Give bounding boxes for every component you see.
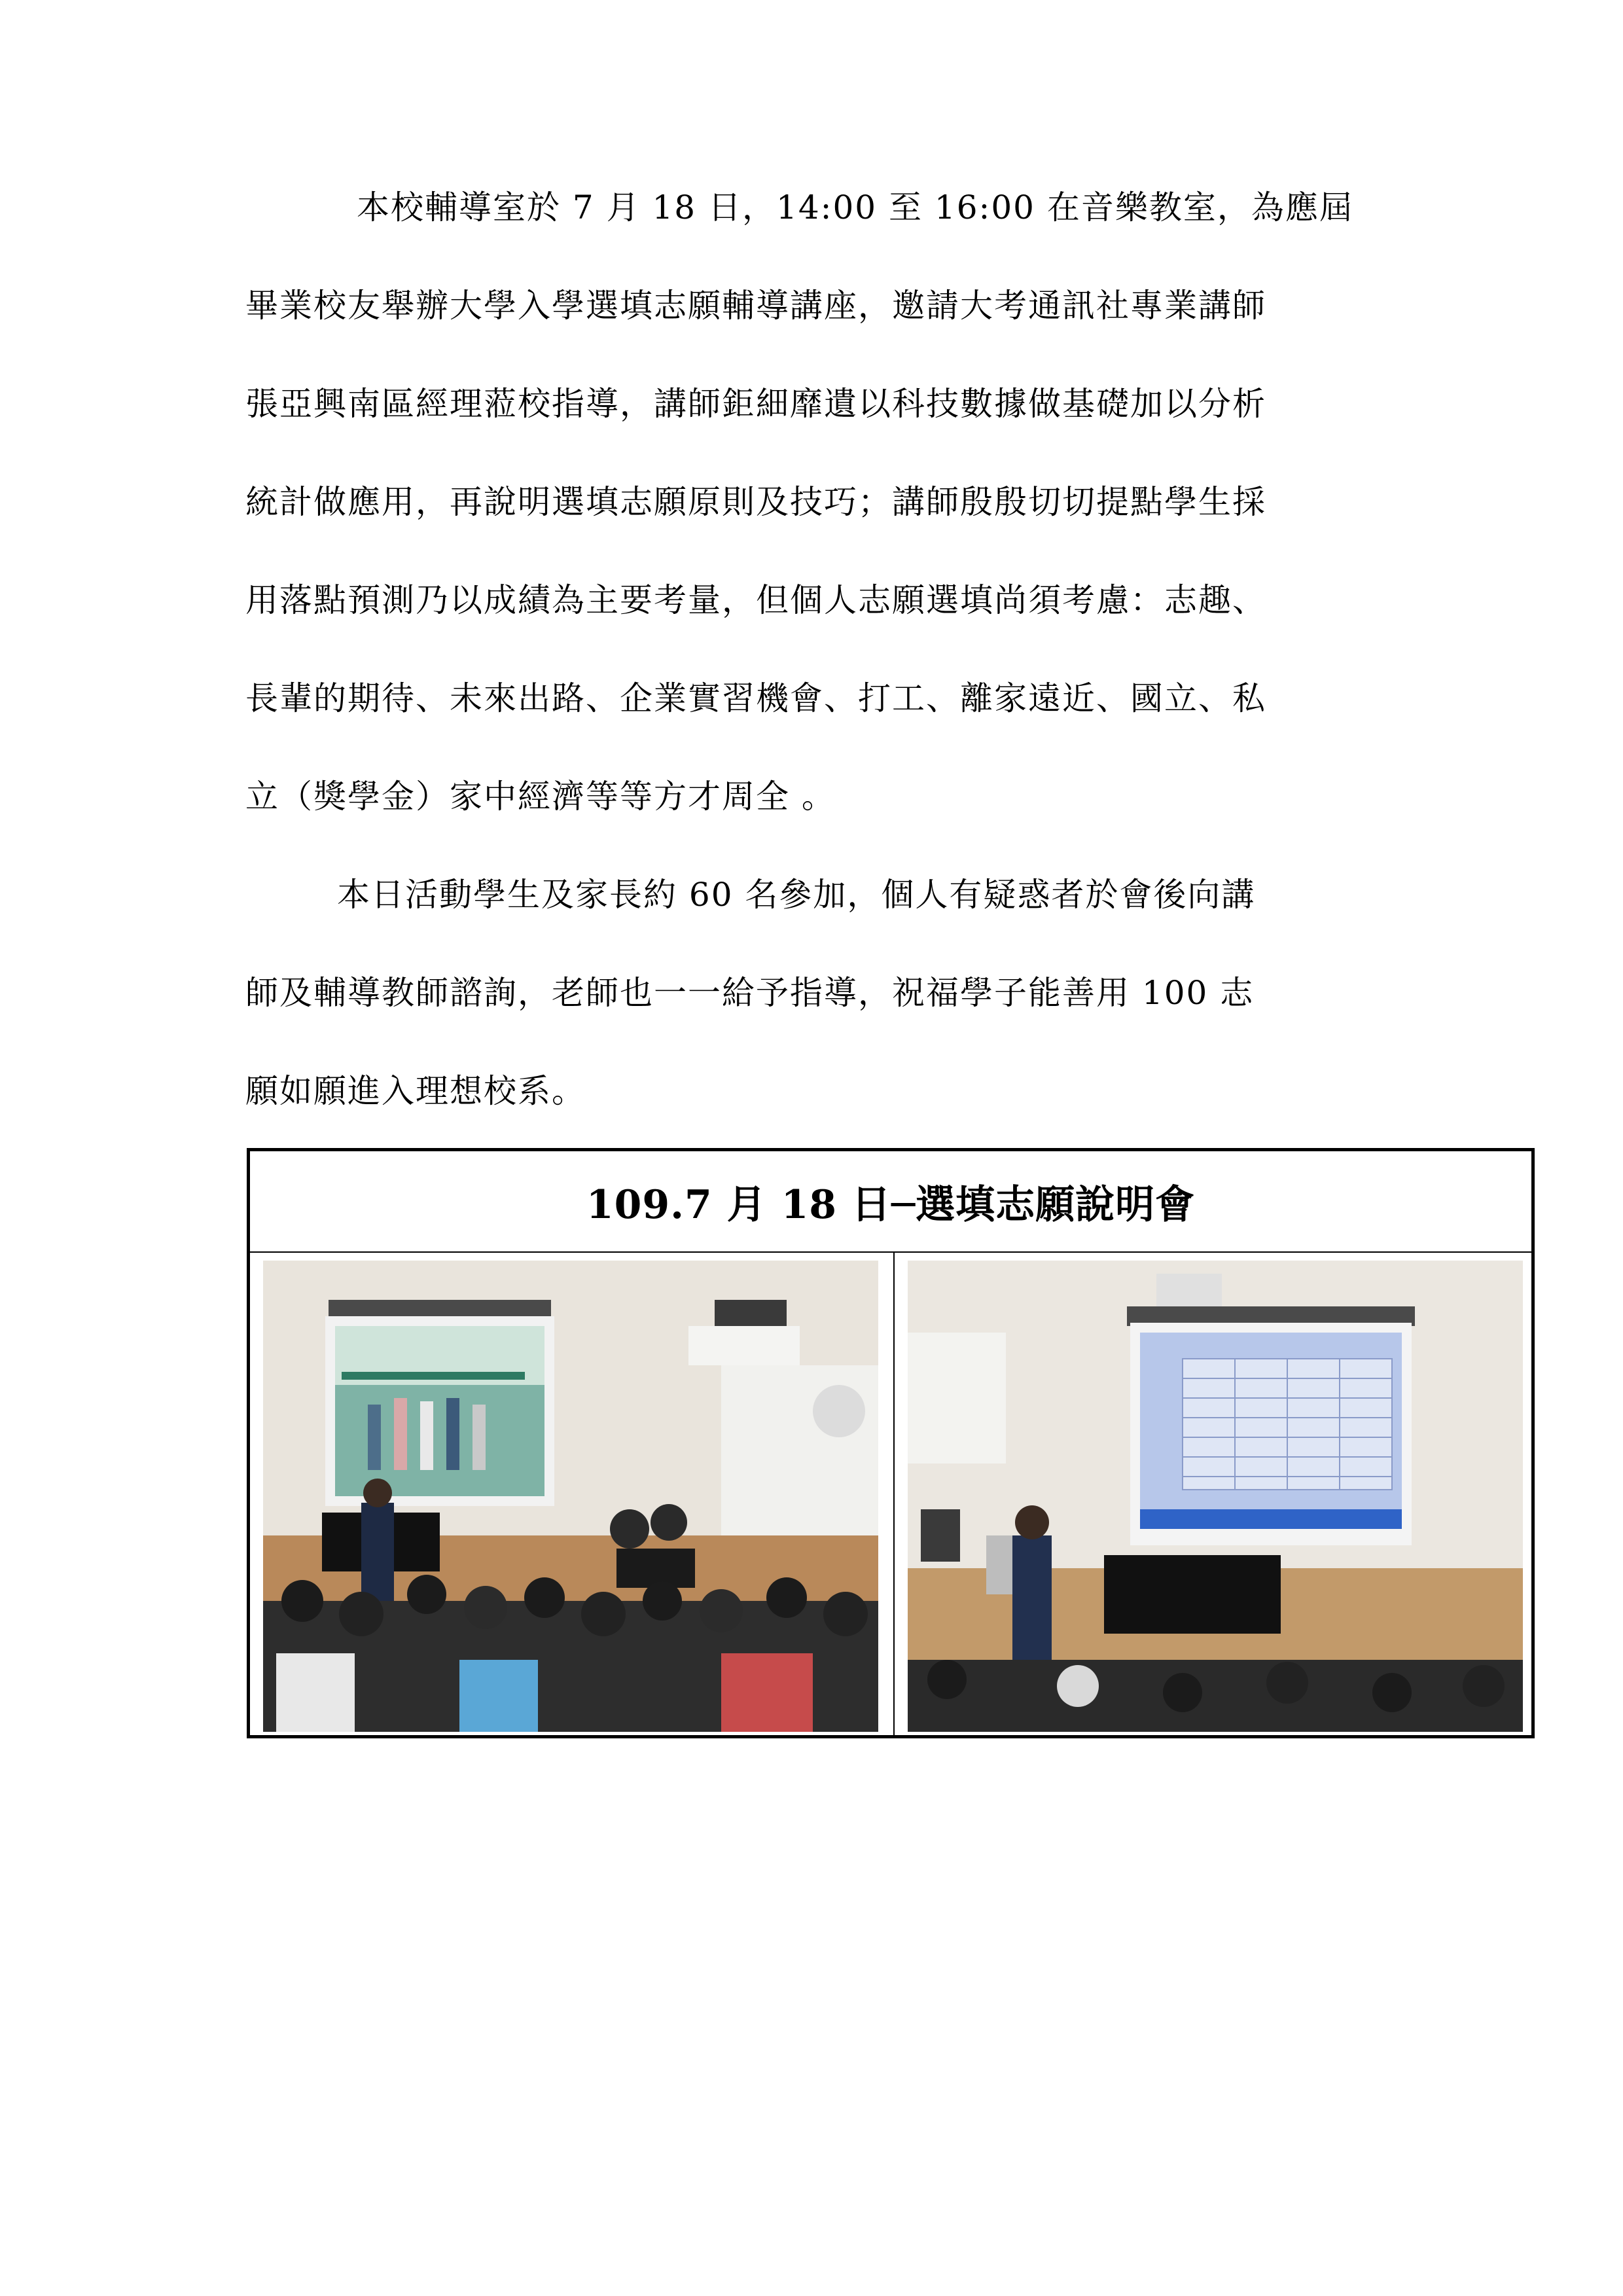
seminar-photo-right xyxy=(908,1261,1523,1732)
paragraph-1-line-7: 立（獎學金）家中經濟等等方才周全 。 xyxy=(245,778,836,816)
paragraph-1-line-6: 長輩的期待、未來出路、企業實習機會、打工、離家遠近、國立、私 xyxy=(245,679,1266,717)
paragraph-1-line-5: 用落點預測乃以成績為主要考量，但個人志願選填尚須考慮：志趣、 xyxy=(245,581,1266,619)
photo-table xyxy=(247,1148,1535,1738)
paragraph-2-line-1: 本日活動學生及家長約 60 名參加，個人有疑惑者於會後向講 xyxy=(337,876,1256,914)
paragraph-1-line-4: 統計做應用，再說明選填志願原則及技巧；講師殷殷切切提點學生採 xyxy=(245,483,1266,521)
paragraph-2-line-3: 願如願進入理想校系。 xyxy=(245,1072,586,1110)
paragraph-1-line-3: 張亞興南區經理蒞校指導，講師鉅細靡遺以科技數據做基礎加以分析 xyxy=(245,385,1266,423)
paragraph-2-line-2: 師及輔導教師諮詢，老師也一一給予指導，祝福學子能善用 100 志 xyxy=(245,974,1255,1012)
photo-table-title: 109.7 月 18 日─選填志願說明會 xyxy=(250,1151,1531,1253)
paragraph-1-line-2: 畢業校友舉辦大學入學選填志願輔導講座，邀請大考通訊社專業講師 xyxy=(245,287,1266,325)
paragraph-1-line-1: 本校輔導室於 7 月 18 日，14:00 至 16:00 在音樂教室，為應屆 xyxy=(357,188,1353,226)
seminar-photo-left xyxy=(263,1261,878,1732)
cell-divider xyxy=(893,1253,895,1735)
